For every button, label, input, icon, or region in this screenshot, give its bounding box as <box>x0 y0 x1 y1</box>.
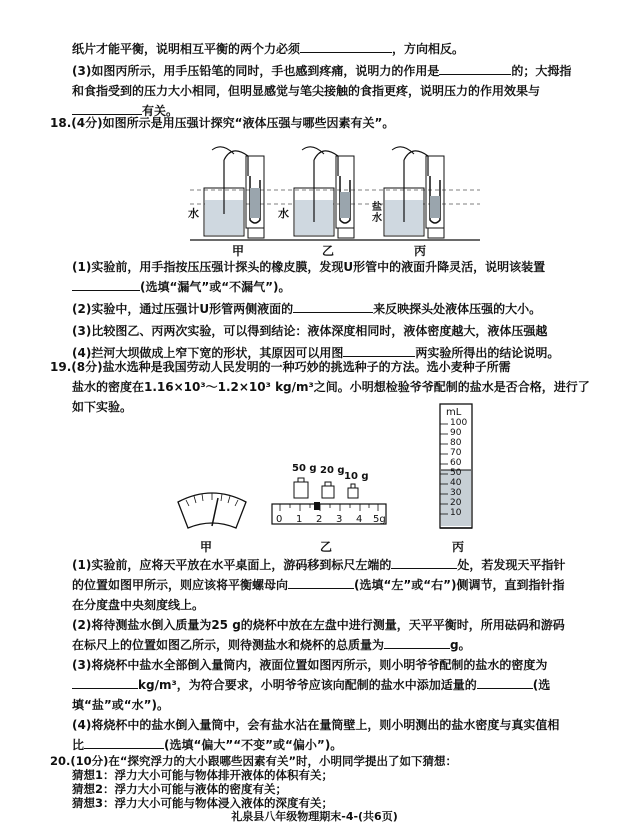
text-line <box>0 300 629 318</box>
text: 在标尺上的位置如图乙所示，则待测盐水和烧杯的总质量为 <box>72 638 385 652</box>
cylinder-tick: 90 <box>450 428 462 438</box>
text: 比 <box>72 738 85 752</box>
text-line <box>0 40 629 58</box>
cylinder-tick: 20 <box>450 498 462 508</box>
text: 的位置如图甲所示，则应该将平衡螺母向 <box>72 578 289 592</box>
text-line <box>0 82 629 100</box>
answer-blank[interactable] <box>439 62 511 75</box>
cylinder-tick: 70 <box>450 448 462 458</box>
text: (4)拦河大坝做成上窄下宽的形状，其原因可以用图 <box>72 346 344 360</box>
question-number: 18. <box>50 116 72 130</box>
question-number: 20. <box>50 754 71 768</box>
scale-tick-label: 2 <box>316 514 323 525</box>
text: 有关。 <box>142 104 179 118</box>
text: (选填“左”或“右”)侧调节，直到指针指 <box>354 578 565 592</box>
text-line <box>0 616 629 634</box>
answer-blank[interactable] <box>300 40 392 53</box>
scale-tick-label: 1 <box>296 514 303 525</box>
answer-blank[interactable] <box>343 344 415 357</box>
cylinder-tick: 100 <box>450 418 468 428</box>
text-line <box>0 656 629 674</box>
cylinder-tick-labels <box>450 418 467 518</box>
answer-blank[interactable] <box>293 300 373 313</box>
text: (2)实验中，通过压强计U形管两侧液面的 <box>72 302 294 316</box>
text-line <box>0 736 629 754</box>
figure-label-bing: 丙 <box>452 540 465 554</box>
figure-label-yi: 乙 <box>320 540 333 554</box>
text: 来反映探头处液体压强的大小。 <box>373 302 542 316</box>
text-line <box>0 596 629 614</box>
question-text: (4分)如图所示是用压强计探究“液体压强与哪些因素有关”。 <box>71 116 395 130</box>
cylinder-tick: 10 <box>450 508 462 518</box>
text-line <box>0 258 629 276</box>
text: kg/m³，为符合要求，小明爷爷应该向配制的盐水中添加适量的 <box>138 678 477 692</box>
hypothesis-2 <box>0 782 629 797</box>
setup-bing <box>384 147 444 238</box>
question-18 <box>50 114 629 132</box>
balance-dial-figure <box>174 488 250 532</box>
text: 填“盐”或“水”)。 <box>72 698 170 712</box>
setup-jia <box>204 147 264 238</box>
cylinder-tick: 40 <box>450 478 462 488</box>
text-line <box>0 716 629 734</box>
text: (选填“漏气”或“不漏气”)。 <box>140 280 291 294</box>
answer-blank[interactable] <box>384 636 450 649</box>
cylinder-tick: 50 <box>450 468 462 478</box>
scale-tick-label: 5g <box>373 514 386 525</box>
cylinder-tick: 60 <box>450 458 462 468</box>
text-line <box>0 676 629 694</box>
text: 和食指受到的压力大小相同，但明显感觉与笔尖接触的食指更疼，说明压力的作用效果与 <box>72 84 541 98</box>
text: (3)比较图乙、丙两次实验，可以得到结论：液体深度相同时，液体密度越大，液体压强越 <box>72 324 548 338</box>
text-line <box>0 322 629 340</box>
figure-label-jia: 甲 <box>200 540 213 554</box>
text: 两实验所得出的结论说明。 <box>415 346 560 360</box>
text: (3)如图丙所示，用手压铅笔的同时，手也感到疼痛，说明力的作用是 <box>72 64 440 78</box>
text-line <box>0 278 629 296</box>
hypothesis-3 <box>0 796 629 811</box>
text: 处，若发现天平指针 <box>457 558 566 572</box>
hypothesis-1 <box>0 768 629 783</box>
question-text: (10分)在“探究浮力的大小跟哪些因素有关”时，小明同学提出了如下猜想： <box>70 754 458 768</box>
text: 盐水的密度在1.16×10³～1.2×10³ kg/m³之间。小明想检验爷爷配制的盐水是否合格，进行了 <box>72 380 590 394</box>
text-line <box>0 576 629 594</box>
question-text: (8分)盐水选种是我国劳动人民发明的一种巧妙的挑选种子的方法。选小麦种子所需 <box>71 360 511 374</box>
text: 猜想3：浮力大小可能与物体浸入液体的深度有关； <box>72 796 333 810</box>
text: (4)将烧杯中的盐水倒入量筒中，会有盐水沾在量筒壁上，则小明测出的盐水密度与真实值相 <box>72 718 560 732</box>
text-line <box>0 398 629 416</box>
answer-blank[interactable] <box>477 676 533 689</box>
liquid-label-brine: 盐水 <box>372 202 382 224</box>
figure-label-jia: 甲 <box>232 244 245 258</box>
weight-10g-label: 10 g <box>344 471 369 482</box>
scale-tick-label: 0 <box>276 514 283 525</box>
page-footer <box>0 810 629 824</box>
liquid-label-water: 水 <box>278 207 289 220</box>
text: 在分度盘中央刻度线上。 <box>72 598 205 612</box>
answer-blank[interactable] <box>84 736 164 749</box>
question-number: 19. <box>50 360 72 374</box>
question-19 <box>50 358 629 376</box>
text-line <box>0 636 629 654</box>
text-line <box>0 696 629 714</box>
text: 的；大拇指 <box>511 64 572 78</box>
text: (1)实验前，用手指按压压强计探头的橡皮膜，发现U形管中的液面升降灵活，说明该装置 <box>72 260 546 274</box>
text: (3)将烧杯中盐水全部倒入量筒内，液面位置如图丙所示，则小明爷爷配制的盐水的密度为 <box>72 658 548 672</box>
text: 猜想2：浮力大小可能与液体的密度有关； <box>72 782 287 796</box>
figure-label-bing: 丙 <box>414 244 427 258</box>
answer-blank[interactable] <box>72 676 138 689</box>
answer-blank[interactable] <box>72 278 140 291</box>
text: ，方向相反。 <box>392 42 465 56</box>
text: (2)将待测盐水倒入质量为25 g的烧杯中放在左盘中进行测量，天平平衡时，所用砝码和游码 <box>72 618 565 632</box>
text: (选填“偏大”“不变”或“偏小”)。 <box>164 738 343 752</box>
scale-tick-label: 3 <box>336 514 343 525</box>
weights-figure <box>280 474 390 502</box>
text: 纸片才能平衡，说明相互平衡的两个力必须 <box>72 42 301 56</box>
text: (1)实验前，应将天平放在水平桌面上，游码移到标尺左端的 <box>72 558 392 572</box>
text-line <box>0 556 629 574</box>
liquid-label-water: 水 <box>188 207 199 220</box>
cylinder-tick: 80 <box>450 438 462 448</box>
setup-yi <box>294 147 354 238</box>
weight-20g-label: 20 g <box>320 465 345 476</box>
answer-blank[interactable] <box>391 556 457 569</box>
text-line <box>0 62 629 80</box>
cylinder-unit-label: mL <box>446 407 462 418</box>
rider-scale-figure <box>270 502 390 526</box>
cylinder-tick: 30 <box>450 488 462 498</box>
text: g。 <box>450 638 471 652</box>
text: 如下实验。 <box>72 400 133 414</box>
footer-text: 礼泉县八年级物理期末-4-(共6页) <box>231 810 398 823</box>
text-line <box>0 378 629 396</box>
answer-blank[interactable] <box>288 576 354 589</box>
scale-tick-label: 4 <box>356 514 363 525</box>
text: 猜想1：浮力大小可能与物体排开液体的体积有关； <box>72 768 333 782</box>
figure-label-yi: 乙 <box>322 244 335 258</box>
text: (选 <box>532 678 551 692</box>
question-20 <box>50 754 629 769</box>
weight-50g-label: 50 g <box>292 463 317 474</box>
